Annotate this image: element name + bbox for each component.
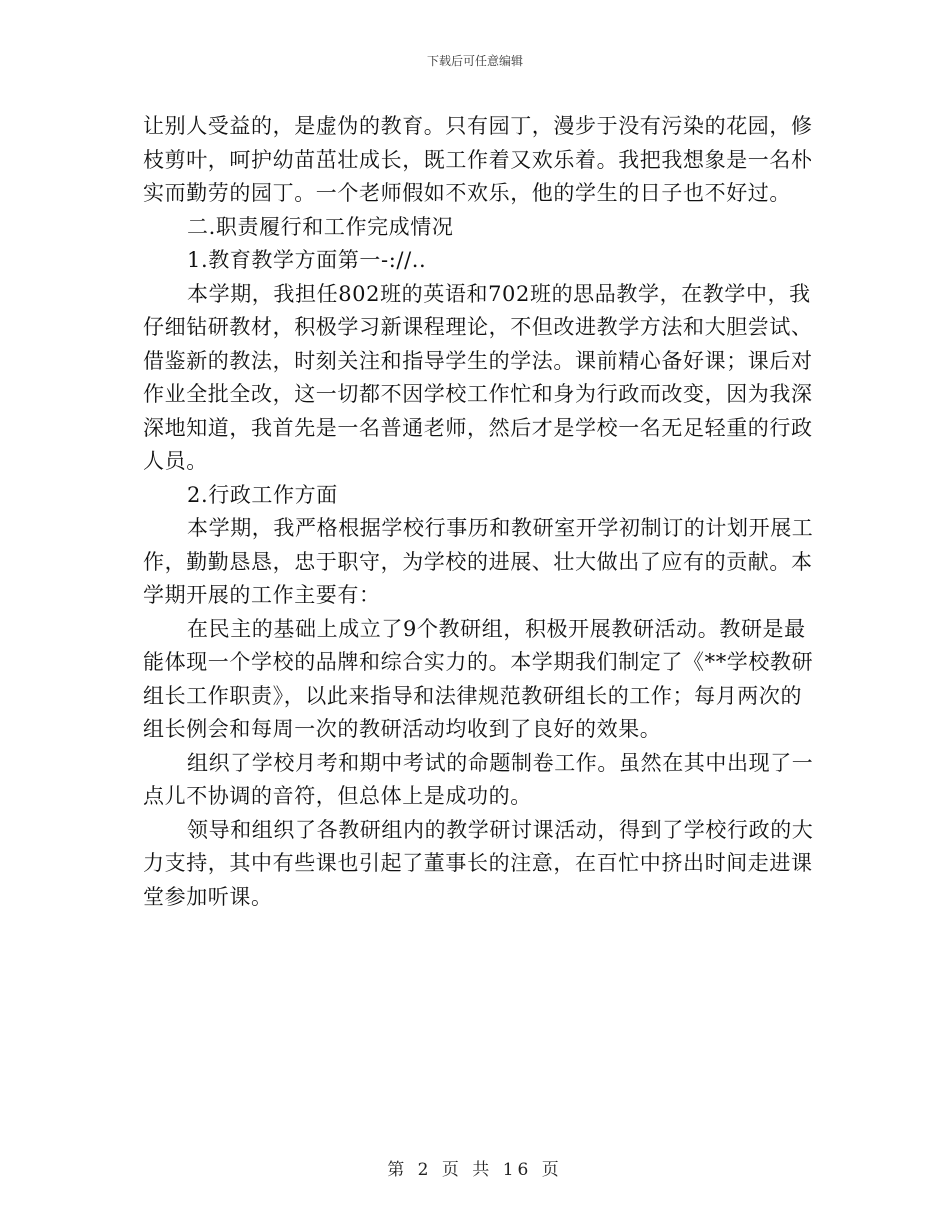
- subheading-teaching: 1.教育教学方面第一-://..: [187, 248, 427, 272]
- paragraph-1: 让别人受益的，是虚伪的教育。只有园丁，漫步于没有污染的花园，修枝剪叶，呵护幼苗茁壮成长，既工作着又欢乐着。我把我想象是一名朴实而勤劳的园丁。一个老师假如不欢乐，他的学生的日子也不好过。: [143, 114, 813, 205]
- paragraph-seminar: 领导和组织了各教研组内的教学研讨课活动，得到了学校行政的大力支持，其中有些课也引起了董事长的注意，在百忙中挤出时间走进课堂参加听课。: [143, 817, 814, 909]
- document-body: [143, 110, 815, 914]
- paragraph-teaching: 本学期，我担任802班的英语和702班的思品教学，在教学中，我仔细钻研教材，积极学习新课程理论，不但改进教学方法和大胆尝试、借鉴新的教法，时刻关注和指导学生的学法。课前精心备好课；课后对作业全批全改，这一切都不因学校工作忙和身为行政而改变，因为我深深地知道，我首先是一名普通老师，然后才是学校一名无足轻重的行政人员。: [143, 281, 813, 473]
- paragraph-research-groups: 在民主的基础上成立了9个教研组，积极开展教研活动。教研是最能体现一个学校的品牌和综合实力的。本学期我们制定了《**学校教研组长工作职责》，以此来指导和法律规范教研组长的工作；每月两次的组长例会和每周一次的教研活动均收到了良好的效果。: [143, 616, 814, 741]
- page-header: 下载后可任意编辑: [426, 54, 523, 68]
- paragraph-exams: 组织了学校月考和期中考试的命题制卷工作。虽然在其中出现了一点儿不协调的音符，但总体上是成功的。: [143, 750, 814, 808]
- page-number: 第 2 页 共 16 页: [387, 1160, 563, 1180]
- paragraph-admin: 本学期，我严格根据学校行事历和教研室开学初制订的计划开展工作，勤勤恳恳，忠于职守，为学校的进展、壮大做出了应有的贡献。本学期开展的工作主要有：: [143, 516, 814, 607]
- subheading-admin: 2.行政工作方面: [187, 482, 338, 507]
- section-heading-duties: 二.职责履行和工作完成情况: [187, 214, 454, 239]
